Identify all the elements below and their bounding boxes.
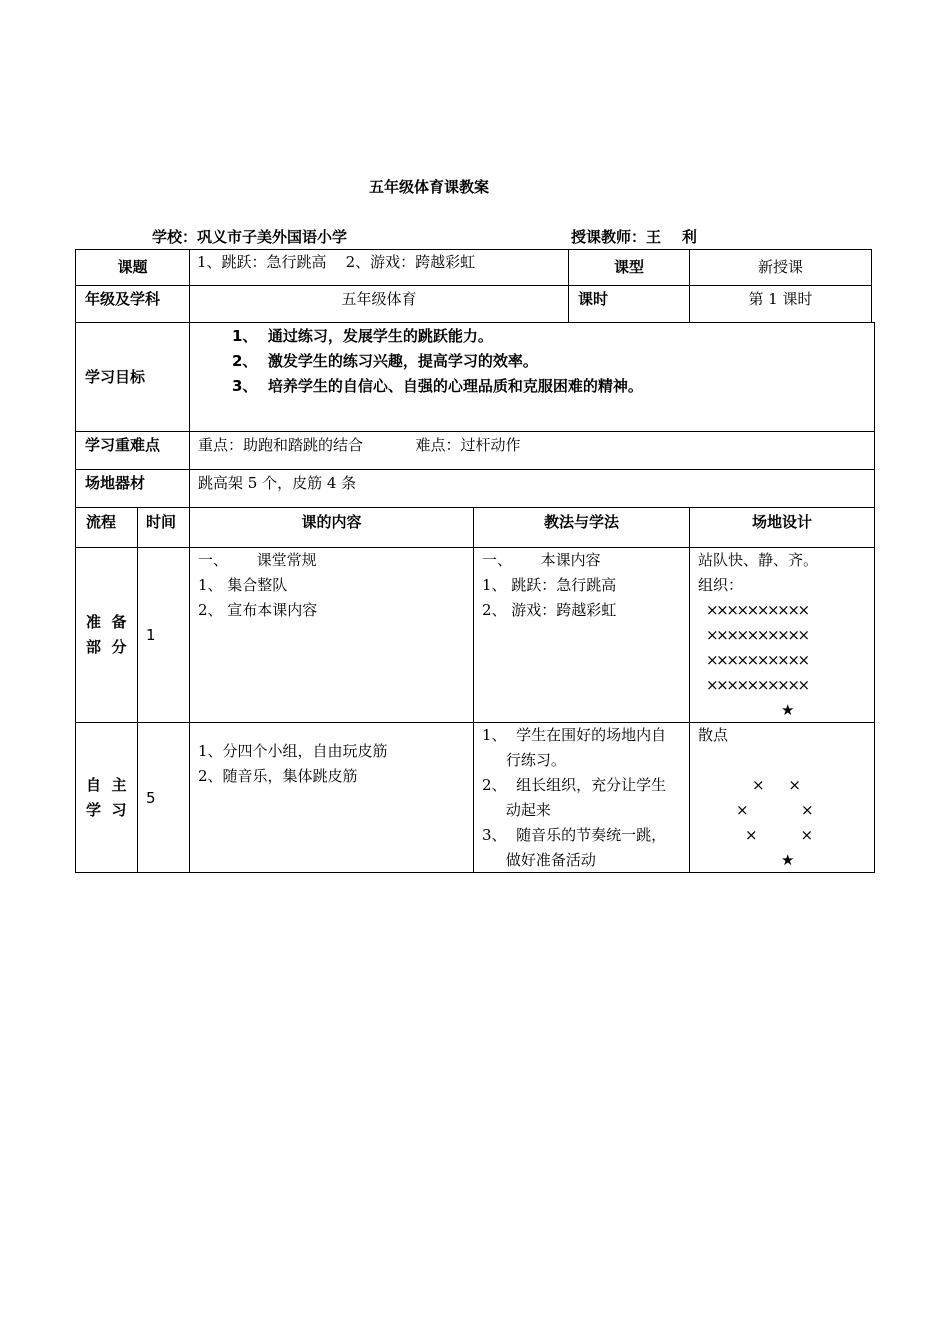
column-header-content: 课的内容: [301, 513, 362, 531]
design-line: 组织：: [698, 576, 744, 594]
label-equipment: 场地器材: [85, 474, 146, 492]
column-header-method: 教法与学法: [543, 513, 619, 531]
formation-row: ××××××××××: [706, 626, 808, 644]
grade-subject-value: 五年级体育: [341, 290, 417, 308]
method-line: 一、 本课内容: [482, 551, 601, 569]
class-hours-value: 第 1 课时: [748, 290, 813, 308]
scatter-row: × ×: [745, 826, 814, 844]
content-line: 1、分四个小组，自由玩皮筋: [198, 742, 388, 760]
label-grade-subject: 年级及学科: [85, 290, 161, 308]
content-line: 一、 课堂常规: [198, 551, 317, 569]
label-topic: 课题: [117, 258, 148, 276]
scatter-row: × ×: [736, 801, 814, 819]
teacher-star-icon: ★: [781, 701, 795, 719]
column-header-process: 流程: [86, 513, 117, 531]
formation-row: ××××××××××: [706, 601, 808, 619]
content-line: 1、 集合整队: [198, 576, 288, 594]
method-line: 行练习。: [482, 751, 566, 769]
objective-item: 2、 激发学生的练习兴趣，提高学习的效率。: [232, 352, 538, 370]
design-line: 站队快、静、齐。: [698, 551, 819, 569]
key-points-value: 重点：助跑和踏跳的结合 难点：过杆动作: [198, 436, 521, 454]
section-process-line: 部 分: [86, 638, 127, 656]
objective-item: 1、 通过练习，发展学生的跳跃能力。: [232, 327, 493, 345]
content-line: 2、 宣布本课内容: [198, 601, 318, 619]
method-line: 2、 组长组织，充分让学生: [482, 776, 667, 794]
formation-row: ××××××××××: [706, 651, 808, 669]
label-lesson-type: 课型: [613, 258, 644, 276]
topic-value: 1、跳跃：急行跳高 2、游戏：跨越彩虹: [197, 253, 476, 271]
equipment-value: 跳高架 5 个，皮筋 4 条: [198, 474, 357, 492]
column-header-time: 时间: [146, 513, 177, 531]
method-line: 2、 游戏：跨越彩虹: [482, 601, 617, 619]
label-objectives: 学习目标: [85, 368, 146, 386]
section-process-line: 自 主: [86, 776, 127, 794]
page-title: 五年级体育课教案: [368, 178, 489, 196]
section-time: 5: [146, 789, 156, 807]
label-class-hours: 课时: [578, 290, 609, 308]
method-line: 1、 跳跃：急行跳高: [482, 576, 617, 594]
section-process-line: 学 习: [86, 801, 127, 819]
column-header-design: 场地设计: [751, 513, 812, 531]
design-line: 散点: [698, 726, 729, 744]
lesson-type-value: 新授课: [757, 258, 803, 276]
method-line: 3、 随音乐的节奏统一跳，: [482, 826, 667, 844]
teacher-star-icon: ★: [781, 851, 795, 869]
method-line: 做好准备活动: [482, 851, 596, 869]
objective-item: 3、 培养学生的自信心、自强的心理品质和克服困难的精神。: [232, 377, 643, 395]
school-name: 学校：巩义市子美外国语小学: [152, 228, 348, 246]
scatter-row: × ×: [752, 776, 801, 794]
content-line: 2、随音乐，集体跳皮筋: [198, 767, 358, 785]
method-line: 1、 学生在围好的场地内自: [482, 726, 667, 744]
teacher-name: 授课教师：王 利: [571, 228, 697, 246]
method-line: 动起来: [482, 801, 551, 819]
section-process-line: 准 备: [86, 613, 127, 631]
label-key-points: 学习重难点: [85, 436, 161, 454]
section-time: 1: [146, 626, 156, 644]
formation-row: ××××××××××: [706, 676, 808, 694]
